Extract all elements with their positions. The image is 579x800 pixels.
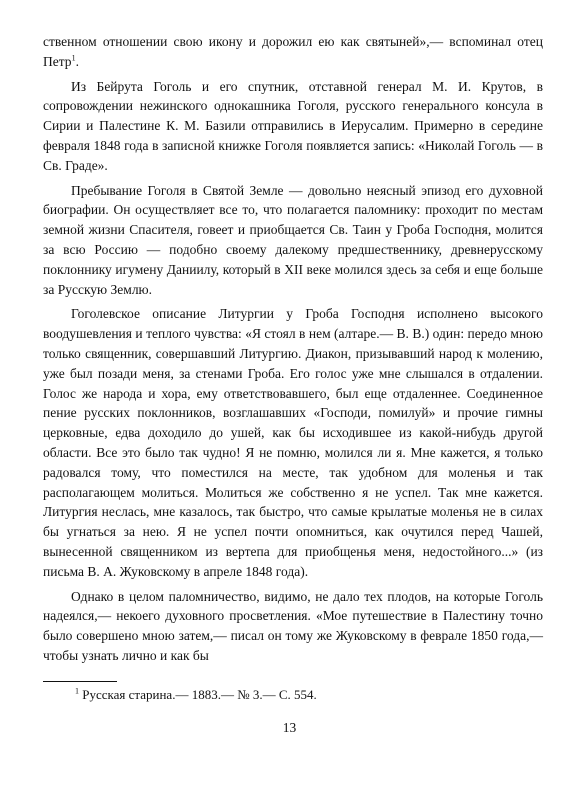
paragraph-1-text: ственном отношении свою икону и дорожил ею как святыней»,— вспоминал отец Петр: [43, 34, 543, 69]
paragraph-5: Однако в целом паломничество, видимо, не дало тех плодов, на которые Гоголь надеялся,— некоего духовного просветления. «Мое путешествие в Палестину точно было совершено мною затем,— писал он тому же Жуковскому в феврале 1850 года,— чтобы узнать лично и как бы: [43, 588, 543, 663]
footnote: [75, 686, 317, 704]
page-number: 13: [282, 720, 297, 735]
footnote-divider: [43, 681, 117, 682]
paragraph-1: [43, 32, 543, 72]
paragraph-1-end: .: [75, 53, 79, 69]
footnote-marker: 1: [75, 686, 79, 696]
paragraph-3: Пребывание Гоголя в Святой Земле — довольно неясный эпизод его духовной биографии. Он осуществляет все то, что полагается паломнику: проходит по местам земной жизни Спасителя, говеет и приобщается Св. Таин у Гроба Господня, молится за всю Россию — подобно своему далекому предшественнику, древнерусскому поклоннику игумену Даниилу, который в XII веке молился здесь за себя и еще больше за Русскую Землю.: [43, 182, 543, 297]
page-body: [43, 32, 543, 671]
paragraph-4: Гоголевское описание Литургии у Гроба Господня исполнено высокого воодушевления и теплого чувства: «Я стоял в нем (алтаре.— В. В.) один: передо мною только священник, совершавший Литургию. Диакон, призывавший народ к молению, уже был позади меня, за стенами Гроба. Его голос уже мне слышался в отдалении. Голос же народа и хора, ему ответствовавшего, был еще отдаленнее. Соединенное пение русских поклонников, возглашавших «Господи, помилуй» и прочие гимны церковные, едва доходило до ушей, как бы исходившее из какой-нибудь другой области. Все это было так чудно! Я не помню, молился ли я. Мне кажется, я только радовался тому, что поместился на месте, так удобном для моленья и так располагающем молиться. Молиться же собственно я не успел. Так мне кажется. Литургия неслась, мне казалось, так быстро, что самые крылатые моленья не в силах бы угнаться за нею. Я не успел почти опомниться, как очутился перед Чашей, вынесенной священником из вертепа для приобщенья меня, недостойного...» (из письма В. А. Жуковскому в апреле 1848 года).: [43, 306, 543, 579]
paragraph-2: Из Бейрута Гоголь и его спутник, отставной генерал М. И. Крутов, в сопровождении нежинского однокашника Гоголя, русского генерального консула в Сирии и Палестине К. М. Базили отправились в Иерусалим. Примерно в середине февраля 1848 года в записной книжке Гоголя появляется запись: «Николай Гоголь — в Св. Граде».: [43, 78, 543, 173]
footnote-text: Русская старина.— 1883.— № 3.— С. 554.: [82, 687, 317, 702]
footnote-reference: 1: [71, 53, 76, 63]
